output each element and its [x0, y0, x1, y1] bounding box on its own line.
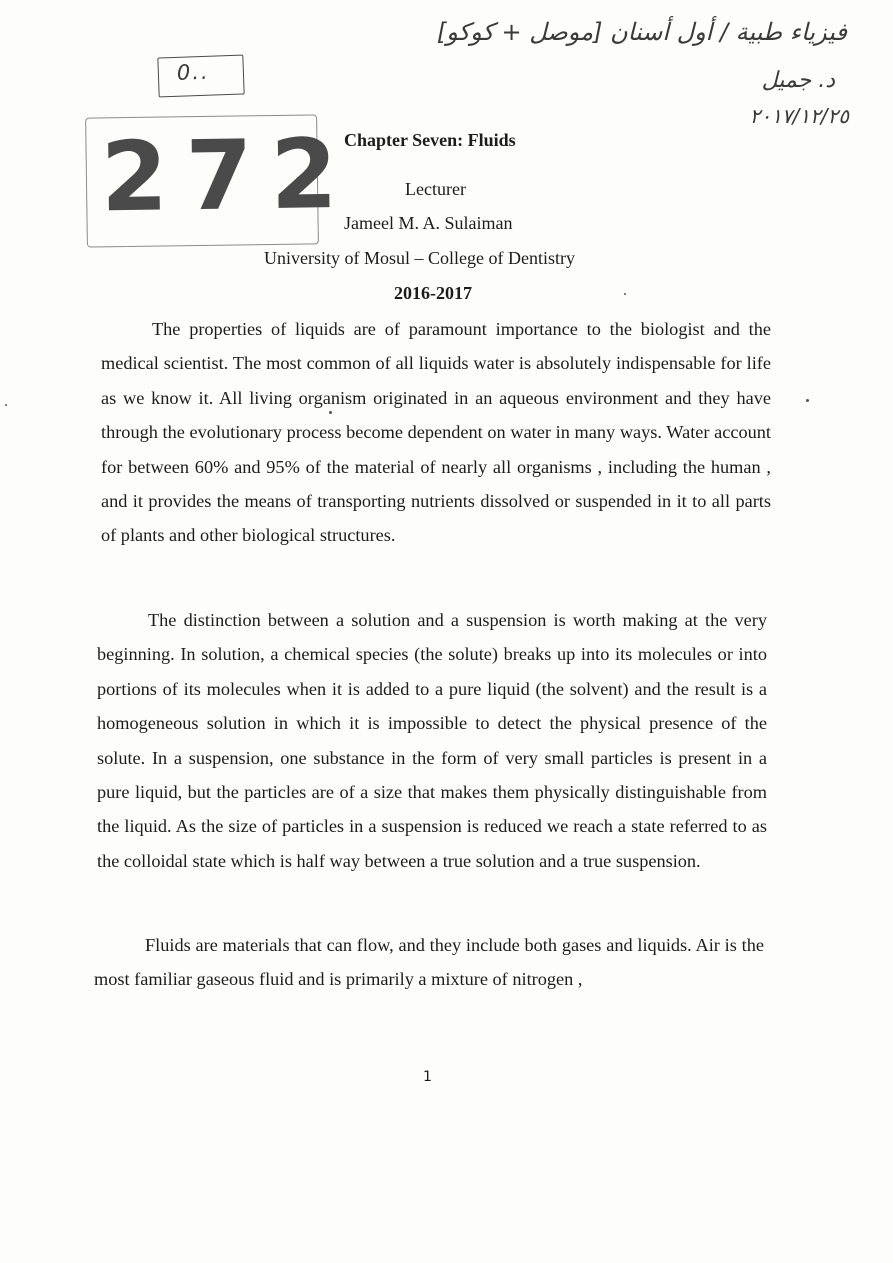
handwritten-number-box: [85, 114, 357, 247]
handwritten-instructor-note: د. جميل: [761, 68, 835, 93]
scan-speck: [806, 399, 809, 402]
scan-speck: [5, 404, 7, 406]
chapter-title: Chapter Seven: Fluids: [344, 130, 516, 150]
handwritten-small-box: [157, 55, 244, 98]
lecturer-name: Jameel M. A. Sulaiman: [344, 213, 513, 233]
paragraph-3: Fluids are materials that can flow, and they include both gases and liquids. Air is the most familiar gaseous fluid and is primarily a mixture of nitrogen ,: [94, 935, 764, 990]
scan-speck: [624, 293, 626, 295]
affiliation: University of Mosul – College of Dentistry: [264, 248, 575, 268]
page-number: 1: [423, 1069, 432, 1085]
paragraph-1: The properties of liquids are of paramount importance to the biologist and the medical scientist. The most common of all liquids water is absolutely indispensable for life as we know it. All living organism originated in an aqueous environment and they have through the evolutionary process become dependent on water in many ways. Water account for between 60% and 95% of the material of nearly all organisms , including the human , and it provides the means of transporting nutrients dissolved or suspended in it to all parts of plants and other biological structures.: [101, 319, 771, 546]
handwritten-date-note: ٢٠١٧/١٢/٢٥: [749, 104, 849, 128]
lecturer-role: Lecturer: [405, 179, 466, 199]
handwritten-number: 272: [100, 117, 357, 234]
scan-speck: [329, 411, 332, 414]
academic-year: 2016-2017: [394, 283, 472, 303]
handwritten-course-note: فيزياء طبية / أول أسنان [موصل + كوكو]: [436, 18, 847, 46]
handwritten-small-box-text: 0..: [176, 59, 210, 85]
paragraph-2: The distinction between a solution and a suspension is worth making at the very beginning. In solution, a chemical species (the solute) breaks up into its molecules or into portions of its molecules when it is added to a pure liquid (the solvent) and the result is a homogeneous solution in which it is impossible to detect the physical presence of the solute. In a suspension, one substance in the form of very small particles is present in a pure liquid, but the particles are of a size that makes them physically distinguishable from the liquid. As the size of particles in a suspension is reduced we reach a state referred to as the colloidal state which is half way between a true solution and a true suspension.: [97, 610, 767, 871]
